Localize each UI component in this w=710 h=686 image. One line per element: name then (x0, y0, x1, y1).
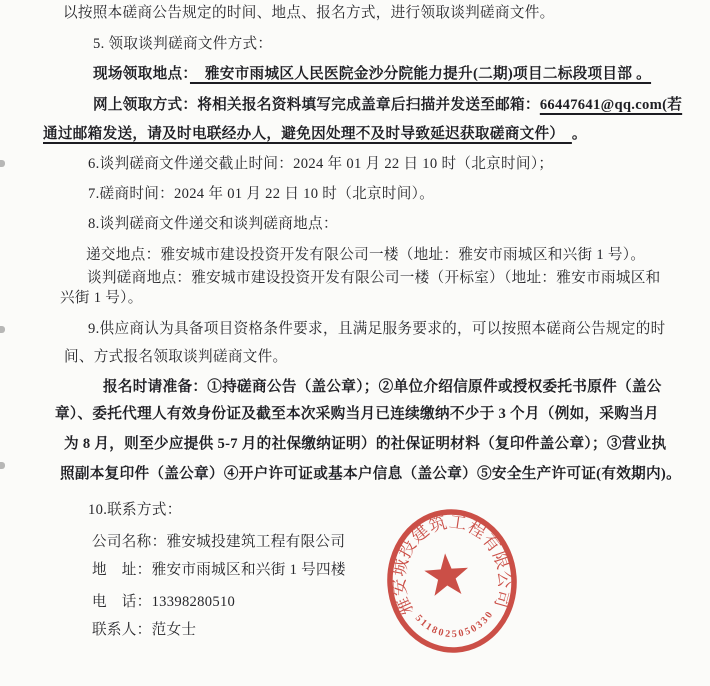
phone-value: 13398280510 (151, 594, 236, 610)
seal-code-text: 5118025050330 (412, 608, 497, 641)
submit-location-line: 递交地点：雅安城市建设投资开发有限公司一楼（地址：雅安市雨城区和兴街 1 号）。 (86, 247, 646, 263)
phone-line (92, 594, 235, 611)
seal-star-icon (423, 552, 470, 597)
company-name-line (92, 534, 345, 551)
address-value: 雅安市雨城区和兴街 1 号四楼 (151, 562, 346, 578)
item9-line2: 间、方式报名领取谈判磋商文件。 (64, 349, 288, 365)
official-seal (381, 505, 523, 657)
pickup-email: 66447641@qq.com(若 (539, 97, 683, 113)
intro-line: 以按照本磋商公告规定的时间、地点、报名方式，进行领取谈判磋商文件。 (63, 5, 555, 21)
scan-artifact (0, 462, 5, 469)
scan-artifact (0, 326, 5, 333)
onsite-pickup-line (93, 66, 651, 83)
online-pickup-label: 网上领取方式：将相关报名资料填写完成盖章后扫描并发送至邮箱： (93, 97, 540, 113)
online-pickup-note: 通过邮箱发送，请及时电联经办人，避免因处理不及时导致延迟获取磋商文件） (43, 126, 572, 142)
online-pickup-line (93, 97, 682, 114)
prep-requirements-line1: 报名时请准备：①持磋商公告（盖公章）；②单位介绍信原件或授权委托书原件（盖公 (103, 379, 662, 395)
section5-heading: 5. 领取谈判磋商文件方式： (93, 36, 273, 52)
item8-heading: 8.谈判磋商文件递交和谈判磋商地点： (88, 216, 338, 232)
negotiation-location-line: 谈判磋商地点：雅安城市建设投资开发有限公司一楼（开标室）（地址：雅安市雨城区和 (87, 270, 661, 286)
seal-company-text: 雅安城投建筑工程有限公司 (388, 511, 516, 619)
contact-person-label: 联系人： (92, 622, 152, 638)
phone-label: 电 话： (92, 594, 152, 610)
prep-requirements-line4: 照副本复印件（盖公章）④开户许可证或基本户信息（盖公章）⑤安全生产许可证(有效期内)。 (60, 466, 681, 482)
item9-line1: 9.供应商认为具备项目资格条件要求，且满足服务要求的，可以按照本磋商公告规定的时 (88, 321, 666, 337)
prep-requirements-line3: 为 8 月，则至少应提供 5-7 月的社保缴纳证明）的社保证明材料（复印件盖公章）；③营业执 (64, 436, 667, 452)
svg-text:雅安城投建筑工程有限公司 (384, 507, 517, 619)
negotiation-location-continuation: 兴街 1 号）。 (60, 290, 143, 306)
item6-submission-deadline: 6.谈判磋商文件递交截止时间：2024 年 01 月 22 日 10 时（北京时间）； (88, 156, 554, 172)
onsite-pickup-location: 雅安市雨城区人民医院金沙分院能力提升(二期)项目二标段项目部 。 (189, 66, 652, 82)
address-label: 地 址： (92, 562, 152, 578)
company-name-label: 公司名称： (92, 534, 167, 550)
address-line (92, 562, 346, 579)
company-name-value: 雅安城投建筑工程有限公司 (166, 534, 346, 550)
prep-requirements-line2: 章）、委托代理人有效身份证及截至本次采购当月已连续缴纳不少于 3 个月（例如，采购当月 (55, 406, 659, 422)
online-pickup-period: 。 (571, 126, 587, 142)
item10-heading: 10.联系方式： (88, 502, 182, 518)
item7-consultation-time: 7.磋商时间：2024 年 01 月 22 日 10 时（北京时间）。 (88, 186, 435, 202)
onsite-pickup-label: 现场领取地点： (93, 66, 190, 82)
contact-person-value: 范女士 (151, 622, 197, 638)
scan-artifact (0, 160, 5, 167)
online-pickup-continuation (43, 126, 587, 143)
contact-person-line (92, 622, 196, 639)
